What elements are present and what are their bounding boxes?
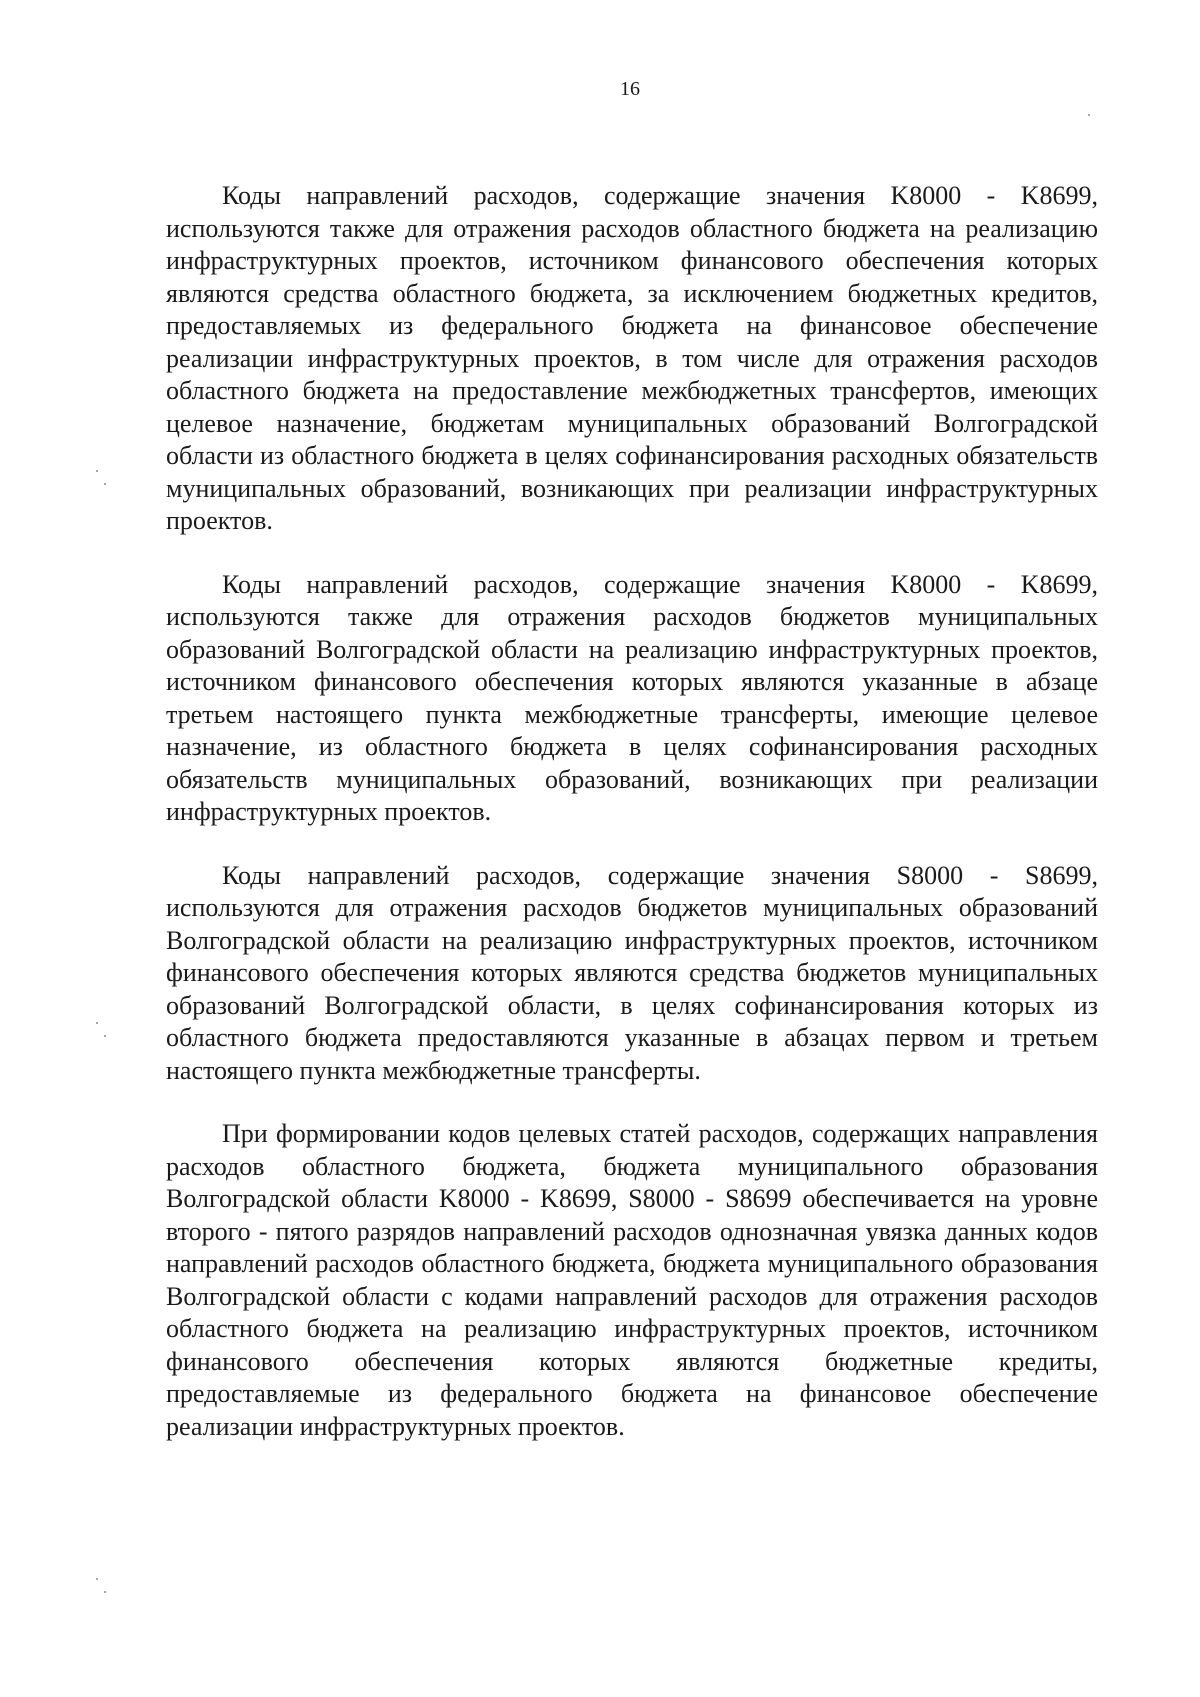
paragraph-4: При формировании кодов целевых статей расходов, содержащих направления расходов областного бюджета, бюджета муниципального образования Волгоградской области K8000 - K8699, S8000 - S8699 обеспечивается на уровне второго - пятого разрядов направлений расходов однозначная увязка данных кодов направлений расходов областного бюджета, бюджета муниципального образования Волгоградской области с кодами направлений расходов для отражения расходов областного бюджета на реализацию инфраструктурных проектов, источником финансового обеспечения которых являются бюджетные кредиты, предоставляемые из федерального бюджета на финансовое обеспечение реализации инфраструктурных проектов. bbox=[166, 1119, 1098, 1441]
scan-speck bbox=[1088, 114, 1090, 116]
scan-speck bbox=[104, 1035, 106, 1037]
scan-speck bbox=[104, 483, 106, 485]
document-body bbox=[166, 180, 1098, 1474]
scan-speck bbox=[96, 470, 98, 472]
paragraph-1: Коды направлений расходов, содержащие значения K8000 - K8699, используются также для отражения расходов областного бюджета на реализацию инфраструктурных проектов, источником финансового обеспечения которых являются средства областного бюджета, за исключением бюджетных кредитов, предоставляемых из федерального бюджета на финансовое обеспечение реализации инфраструктурных проектов, в том числе для отражения расходов областного бюджета на предоставление межбюджетных трансфертов, имеющих целевое назначение, бюджетам муниципальных образований Волгоградской области из областного бюджета в целях софинансирования расходных обязательств муниципальных образований, возникающих при реализации инфраструктурных проектов. bbox=[166, 181, 1098, 535]
scan-speck bbox=[96, 1578, 98, 1580]
paragraph-2: Коды направлений расходов, содержащие значения K8000 - K8699, используются также для отражения расходов бюджетов муниципальных образований Волгоградской области на реализацию инфраструктурных проектов, источником финансового обеспечения которых являются указанные в абзаце третьем настоящего пункта межбюджетные трансферты, имеющие целевое назначение, из областного бюджета в целях софинансирования расходных обязательств муниципальных образований, возникающих при реализации инфраструктурных проектов. bbox=[166, 569, 1098, 826]
scan-speck bbox=[96, 1022, 98, 1024]
paragraph-3: Коды направлений расходов, содержащие значения S8000 - S8699, используются для отражения расходов бюджетов муниципальных образований Волгоградской области на реализацию инфраструктурных проектов, источником финансового обеспечения которых являются средства бюджетов муниципальных образований Волгоградской области, в целях софинансирования которых из областного бюджета предоставляются указанные в абзацах первом и третьем настоящего пункта межбюджетные трансферты. bbox=[166, 860, 1098, 1085]
page-number: 16 bbox=[620, 78, 640, 100]
scan-speck bbox=[104, 1591, 106, 1593]
